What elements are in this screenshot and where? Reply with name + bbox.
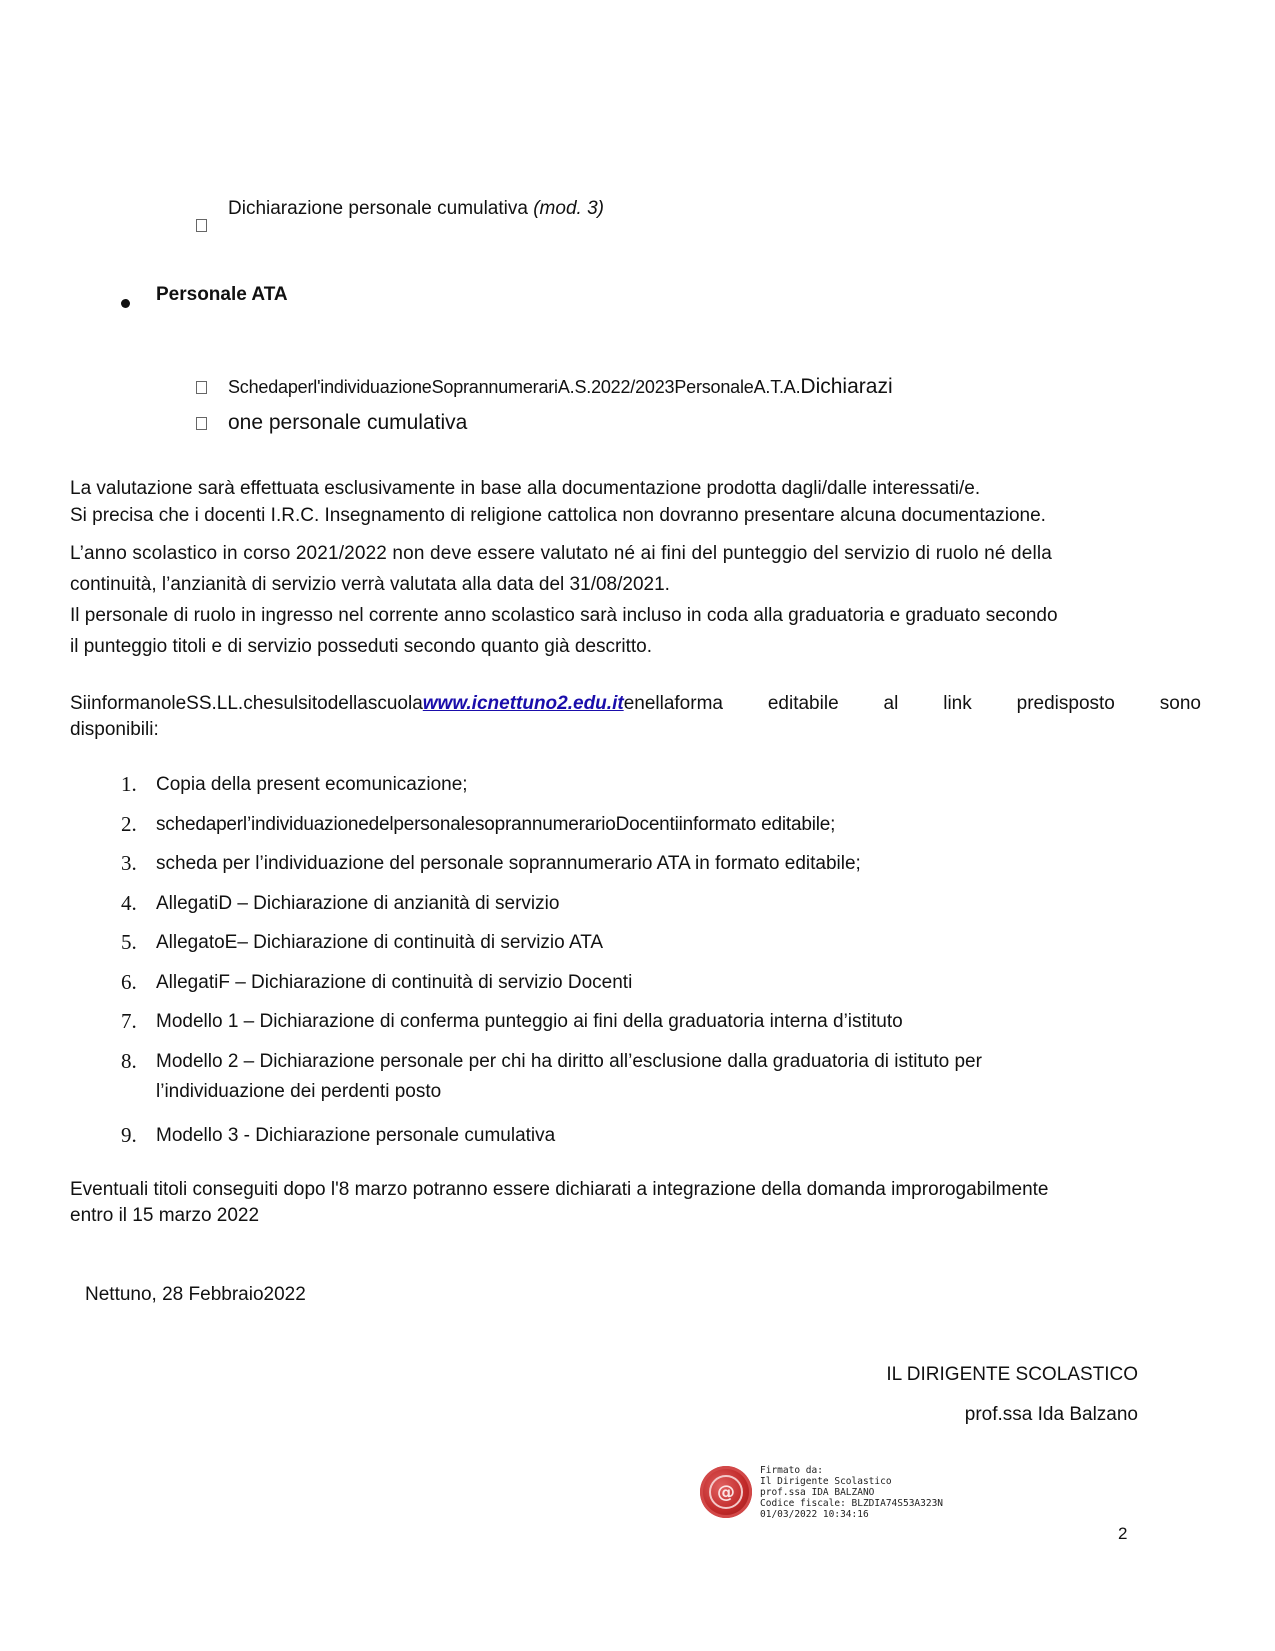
- closing-line: Eventuali titoli conseguiti dopo l'8 marzo potranno essere dichiarati a integrazione della domanda improrogabilmente: [70, 1179, 1049, 1200]
- paragraph-line: Si precisa che i docenti I.R.C. Insegnamento di religione cattolica non dovranno presentare alcuna documentazione.: [70, 505, 1046, 526]
- info-word: sono: [1159, 693, 1201, 714]
- paragraph-line: il punteggio titoli e di servizio posseduti secondo quanto già descritto.: [70, 636, 652, 657]
- seal-glyph: @: [709, 1475, 743, 1509]
- list-number: 2.: [121, 812, 137, 836]
- checkbox-icon: [196, 414, 207, 436]
- info-word: al: [883, 693, 899, 714]
- info-line2: disponibili:: [70, 719, 159, 740]
- section-heading-ata: Personale ATA: [156, 284, 288, 305]
- ata-item-line2: one personale cumulativa: [228, 411, 468, 434]
- list-number: 9.: [121, 1123, 137, 1147]
- date-place: Nettuno, 28 Febbraio2022: [85, 1284, 306, 1305]
- paragraph-line: La valutazione sarà effettuata esclusivamente in base alla documentazione prodotta dagli/dalle interessati/e.: [70, 478, 981, 499]
- top-item-text: Dichiarazione personale cumulativa: [228, 198, 528, 219]
- list-item: AllegatiF – Dichiarazione di continuità di servizio Docenti: [156, 972, 633, 993]
- paragraph-line: L’anno scolastico in corso 2021/2022 non deve essere valutato né ai fini del punteggio del servizio di ruolo né della: [70, 543, 1052, 564]
- list-item: Modello 1 – Dichiarazione di conferma punteggio ai fini della graduatoria interna d’istituto: [156, 1011, 903, 1032]
- top-item: [228, 198, 604, 220]
- ata-item-line1-text: Schedaperl'individuazioneSoprannumerariA.S.2022/2023PersonaleA.T.A.: [228, 377, 801, 397]
- list-item: Copia della present ecomunicazione;: [156, 774, 468, 795]
- info-line: [70, 693, 1201, 715]
- list-number: 6.: [121, 970, 137, 994]
- checkbox-icon: [196, 378, 207, 400]
- stamp-line: Il Dirigente Scolastico: [760, 1476, 892, 1487]
- stamp-line: prof.ssa IDA BALZANO: [760, 1487, 875, 1498]
- info-word: link: [943, 693, 972, 714]
- info-suffix: enellaforma: [623, 693, 723, 714]
- stamp-line: 01/03/2022 10:34:16: [760, 1509, 869, 1520]
- list-number: 3.: [121, 851, 137, 875]
- ata-item-line1: [228, 375, 893, 399]
- signature-name: prof.ssa Ida Balzano: [964, 1404, 1138, 1425]
- info-word: editabile: [767, 693, 839, 714]
- list-item: schedaperl’individuazionedelpersonalesoprannumerarioDocentiinformato editabile;: [156, 814, 836, 835]
- top-item-note: (mod. 3): [533, 198, 604, 219]
- school-website-link[interactable]: www.icnettuno2.edu.it: [422, 693, 624, 714]
- bullet-icon: [121, 292, 130, 314]
- paragraph-line: continuità, l’anzianità di servizio verrà valutata alla data del 31/08/2021.: [70, 574, 670, 595]
- ata-item-line1-tail: Dichiarazi: [800, 375, 893, 398]
- list-item: Modello 3 - Dichiarazione personale cumulativa: [156, 1125, 556, 1146]
- list-number: 1.: [121, 772, 137, 796]
- info-first-chunk: [70, 693, 723, 715]
- list-item: scheda per l’individuazione del personale soprannumerario ATA in formato editabile;: [156, 853, 861, 874]
- digital-signature-info: [760, 1465, 943, 1520]
- list-item: Modello 2 – Dichiarazione personale per chi ha diritto all’esclusione dalla graduatoria di istituto per: [156, 1051, 982, 1072]
- info-prefix: SiinformanoleSS.LL.chesulsitodellascuola: [70, 693, 423, 714]
- digital-seal-icon: [700, 1466, 752, 1518]
- list-item: AllegatoE– Dichiarazione di continuità di servizio ATA: [156, 932, 604, 953]
- stamp-line: Firmato da:: [760, 1465, 823, 1476]
- list-item: AllegatiD – Dichiarazione di anzianità di servizio: [156, 893, 560, 914]
- info-word: predisposto: [1016, 693, 1115, 714]
- list-number: 5.: [121, 930, 137, 954]
- stamp-line: Codice fiscale: BLZDIA74S53A323N: [760, 1498, 944, 1509]
- closing-line: entro il 15 marzo 2022: [70, 1205, 260, 1226]
- list-item-continuation: l’individuazione dei perdenti posto: [156, 1081, 442, 1102]
- signature-role: IL DIRIGENTE SCOLASTICO: [886, 1364, 1138, 1385]
- list-number: 4.: [121, 891, 137, 915]
- list-number: 8.: [121, 1049, 137, 1073]
- list-number: 7.: [121, 1009, 137, 1033]
- checkbox-icon: [196, 216, 207, 238]
- page-number: 2: [1118, 1524, 1128, 1543]
- paragraph-line: Il personale di ruolo in ingresso nel corrente anno scolastico sarà incluso in coda alla graduatoria e graduato secondo: [70, 605, 1058, 626]
